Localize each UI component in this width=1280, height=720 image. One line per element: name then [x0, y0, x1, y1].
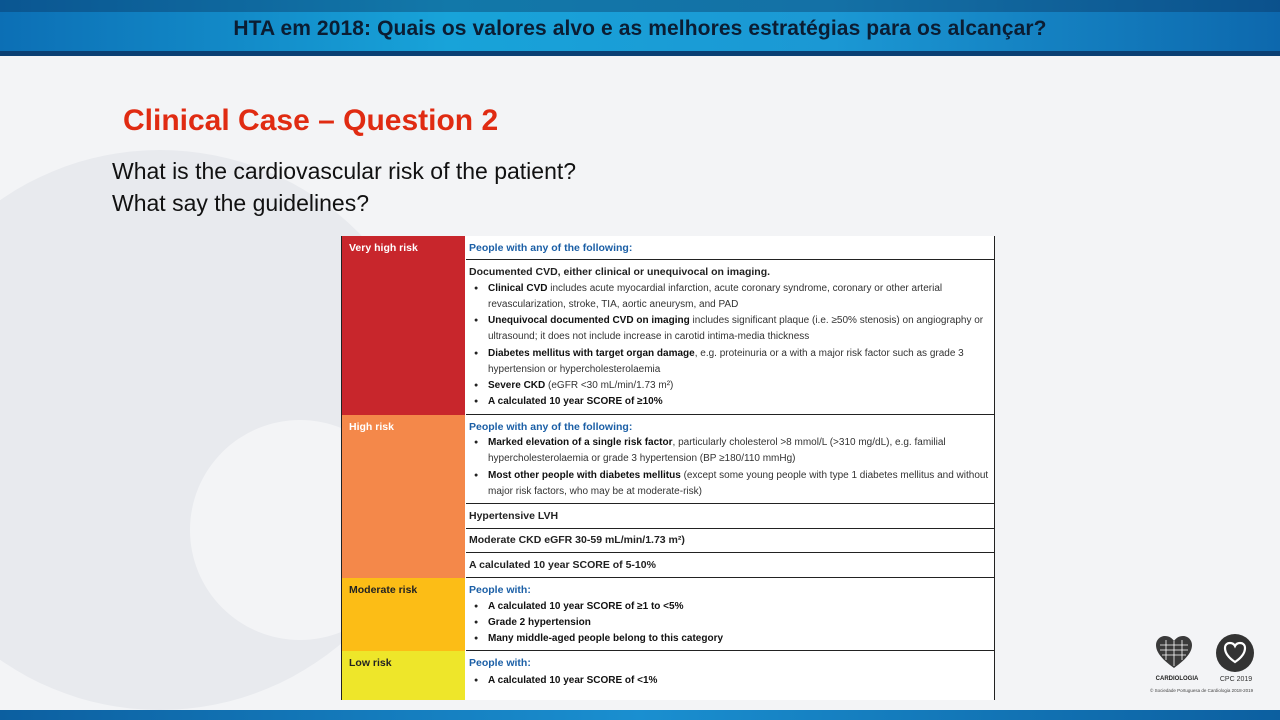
banner-title: HTA em 2018: Quais os valores alvo e as melhores estratégias para os alcançar? [233, 17, 1047, 40]
very-high-intro: Documented CVD, either clinical or unequivocal on imaging. [469, 266, 771, 278]
spc-logo-label: CARDIOLOGIA [1155, 676, 1199, 682]
moderate-item: ● Grade 2 hypertension [474, 615, 990, 631]
very-high-item: ● Diabetes mellitus with target organ damage, e.g. proteinuria or a with a major risk factor such as grade 3 hypertension or hypercholesterolaemia [474, 346, 990, 378]
row-high-risk [342, 415, 994, 578]
high-extra: Hypertensive LVH [469, 510, 559, 522]
row-low-risk [342, 651, 994, 700]
row-very-high-risk [342, 236, 994, 415]
very-high-item: ● Severe CKD (eGFR <30 mL/min/1.73 m²) [474, 378, 990, 394]
risk-label-low: Low risk [342, 651, 465, 700]
very-high-item: ● A calculated 10 year SCORE of ≥10% [474, 394, 990, 410]
risk-table [341, 236, 995, 700]
cpc-logo-icon [1216, 634, 1254, 672]
bottom-band [0, 710, 1280, 720]
logos [1150, 632, 1262, 696]
high-extra: A calculated 10 year SCORE of 5-10% [469, 559, 656, 571]
moderate-heading: People with: [469, 584, 531, 596]
risk-label-moderate: Moderate risk [342, 578, 465, 651]
risk-label-high: High risk [342, 415, 465, 578]
question-2: What say the guidelines? [112, 190, 369, 216]
row-moderate-risk [342, 578, 994, 651]
high-extra: Moderate CKD eGFR 30-59 mL/min/1.73 m²) [469, 534, 685, 546]
slide-title: Clinical Case – Question 2 [123, 104, 499, 137]
high-item: ● Most other people with diabetes mellitus (except some young people with type 1 diabetes mellitus and without major risk factors, who may be at moderate-risk) [474, 468, 990, 500]
logo-footer: © Sociedade Portuguesa de Cardiologia 2018-2019 [1150, 688, 1254, 693]
cpc-logo-label: CPC 2019 [1219, 676, 1253, 683]
low-item: ● A calculated 10 year SCORE of <1% [474, 673, 990, 689]
moderate-item: ● A calculated 10 year SCORE of ≥1 to <5% [474, 599, 990, 615]
very-high-heading: People with any of the following: [469, 242, 633, 254]
moderate-item: ● Many middle-aged people belong to this category [474, 631, 990, 647]
high-item: ● Marked elevation of a single risk factor, particularly cholesterol >8 mmol/L (>310 mg/dL), e.g. familial hypercholesterolaemia or grade 3 hypertension (BP ≥180/110 mmHg) [474, 435, 990, 467]
risk-label-very-high: Very high risk [342, 236, 465, 415]
very-high-item: ● Clinical CVD includes acute myocardial infarction, acute coronary syndrome, coronary or other arterial revascularization, stroke, TIA, aortic aneurysm, and PAD [474, 281, 990, 313]
low-heading: People with: [469, 657, 531, 669]
very-high-item: ● Unequivocal documented CVD on imaging includes significant plaque (i.e. ≥50% stenosis) on angiography or ultrasound; it does not include increase in carotid intima-media thickness [474, 313, 990, 345]
spc-heart-logo-icon [1156, 636, 1192, 670]
question-1: What is the cardiovascular risk of the patient? [112, 158, 577, 184]
high-heading: People with any of the following: [469, 421, 633, 433]
top-banner [0, 0, 1280, 56]
